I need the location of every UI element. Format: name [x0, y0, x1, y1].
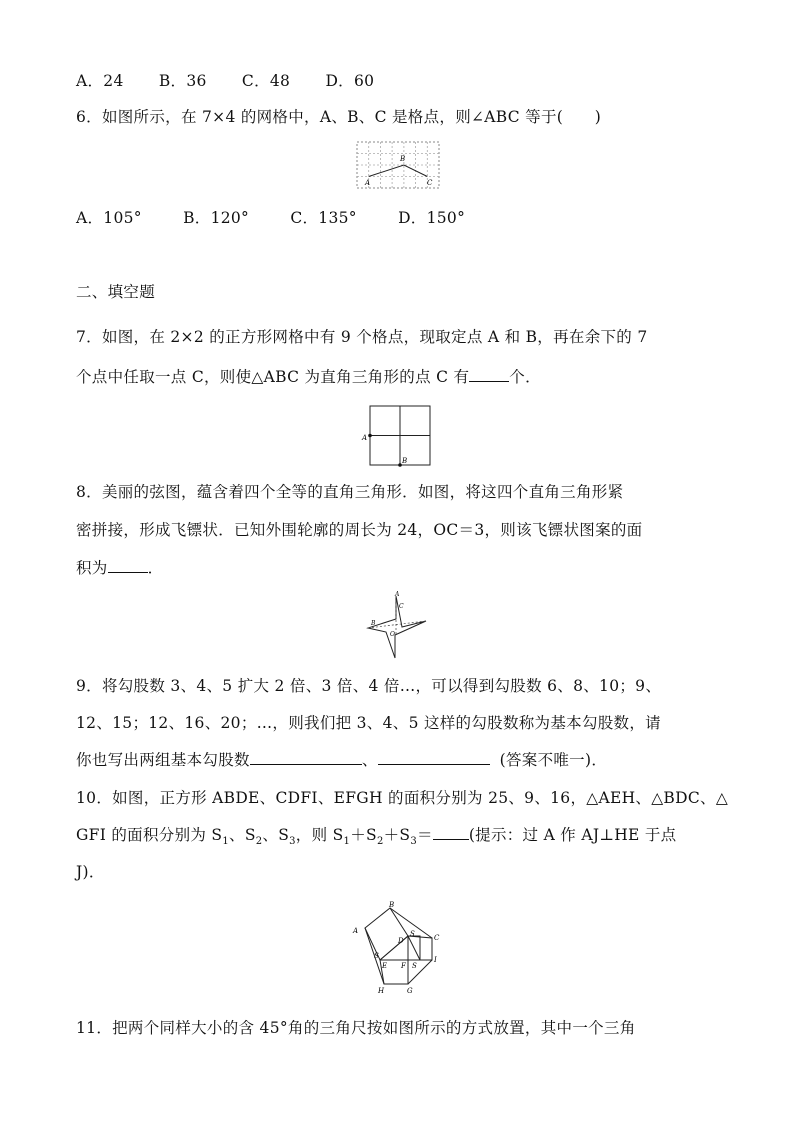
q8-line3-end: ．: [147, 559, 164, 577]
q8-label-o: O: [390, 631, 395, 638]
q10-sub-3: 3: [289, 836, 296, 848]
q9-answer-blank-2[interactable]: [378, 750, 490, 765]
q8-line3: [76, 556, 163, 578]
q10-sum-sub-2: 2: [376, 836, 384, 848]
q11-line1: 11．把两个同样大小的含 45°角的三角尺按如图所示的方式放置，其中一个三角: [76, 1019, 636, 1037]
q10-label-e: E: [382, 962, 388, 970]
q9-answer-blank-1[interactable]: [250, 750, 362, 765]
q10-line3: J)．: [76, 863, 105, 881]
q6-grid-figure: [356, 141, 440, 189]
q8-line1: 8．美丽的弦图，蕴含着四个全等的直角三角形．如图，将这四个直角三角形紧: [76, 483, 624, 501]
q6-option-c: C．135°: [290, 209, 357, 227]
q8-answer-blank[interactable]: [108, 558, 148, 573]
q8-line2: 密拼接，形成飞镖状．已知外围轮廓的周长为 24，OC＝3，则该飞镖状图案的面: [76, 521, 643, 539]
q7-grid-figure: [360, 405, 434, 467]
q10-line-ed: [380, 936, 408, 960]
q6-option-b: B．120°: [183, 209, 250, 227]
q10-label-s1: S: [374, 952, 379, 960]
q6-text: 6．如图所示，在 7×4 的网格中，A、B、C 是格点，则∠ABC 等于( ): [76, 108, 602, 126]
q10-sep-1: 、S: [229, 826, 256, 844]
q8-label-c: C: [399, 603, 404, 610]
q7-line1: 7．如图，在 2×2 的正方形网格中有 9 个格点，现取定点 A 和 B，再在余下的 7: [76, 328, 648, 346]
q10-squares-figure: [350, 898, 446, 1002]
q10-sum-sub-1: 1: [343, 836, 351, 848]
q9-line3: [76, 748, 607, 770]
q10-plus-2: ＋S: [383, 826, 411, 844]
q5-option-d: D．60: [325, 72, 375, 90]
q6-label-c: C: [427, 179, 433, 187]
q6-option-d: D．150°: [398, 209, 466, 227]
q8-label-a: A: [395, 591, 400, 598]
q10-sub-1: 1: [222, 836, 230, 848]
q7-point-a: [368, 434, 372, 438]
q10-label-i: I: [434, 956, 437, 964]
q9-line3-end: (答案不唯一)．: [499, 751, 608, 769]
q7-label-a: A: [362, 434, 368, 442]
q8-dart-figure: [362, 590, 432, 662]
q7-line2: [76, 365, 541, 387]
q10-label-h: H: [378, 987, 385, 995]
q5-option-a: A．24: [76, 72, 124, 90]
q9-separator: 、: [361, 751, 378, 769]
q10-answer-blank[interactable]: [433, 825, 469, 840]
q10-label-d: D: [398, 937, 404, 945]
q10-hint: (提示：过 A 作 AJ⊥HE 于点: [468, 826, 677, 844]
q6-angle-lines: [369, 165, 428, 177]
q10-line2: [76, 823, 676, 847]
q6-label-a: A: [365, 179, 371, 187]
q10-line2-start: GFI 的面积分别为 S: [76, 826, 223, 844]
q7-line2-end: 个．: [509, 368, 541, 386]
q10-label-c: C: [434, 934, 440, 942]
section-title: 二、填空题: [76, 283, 156, 301]
q10-then: ，则 S: [295, 826, 344, 844]
q10-label-f: F: [401, 962, 406, 970]
q6-options: [76, 206, 495, 228]
q5-option-c: C．48: [241, 72, 291, 90]
q10-sub-2: 2: [255, 836, 263, 848]
q10-sep-2: 、S: [262, 826, 290, 844]
q10-label-a: A: [353, 927, 359, 935]
q10-label-g: G: [407, 987, 413, 995]
q10-label-b: B: [389, 901, 395, 909]
q10-label-s2: S: [410, 930, 415, 938]
q5-options: [76, 69, 404, 91]
q10-equals: ＝: [417, 826, 433, 844]
q10-sum-sub-3: 3: [410, 836, 417, 848]
q10-line1: 10．如图，正方形 ABDE、CDFI、EFGH 的面积分别为 25、9、16，△AEH、△BDC、△: [76, 789, 729, 807]
q10-label-s3: S: [412, 962, 417, 970]
q7-line2-text: 个点中任取一点 C，则使△ABC 为直角三角形的点 C 有: [76, 368, 470, 386]
q9-line2: 12、15；12、16、20；…，则我们把 3、4、5 这样的勾股数称为基本勾股数，请: [76, 714, 661, 732]
q6-option-a: A．105°: [76, 209, 142, 227]
q8-line3-text: 积为: [76, 559, 108, 577]
q10-plus-1: ＋S: [350, 826, 377, 844]
q9-line3-text: 你也写出两组基本勾股数: [76, 751, 250, 769]
q6-label-b: B: [400, 155, 406, 163]
q8-label-b: B: [371, 620, 376, 627]
q5-option-b: B．36: [158, 72, 207, 90]
q7-answer-blank[interactable]: [469, 367, 509, 382]
q7-label-b: B: [402, 457, 408, 465]
q9-line1: 9．将勾股数 3、4、5 扩大 2 倍、3 倍、4 倍…，可以得到勾股数 6、8、10；9、: [76, 677, 662, 695]
